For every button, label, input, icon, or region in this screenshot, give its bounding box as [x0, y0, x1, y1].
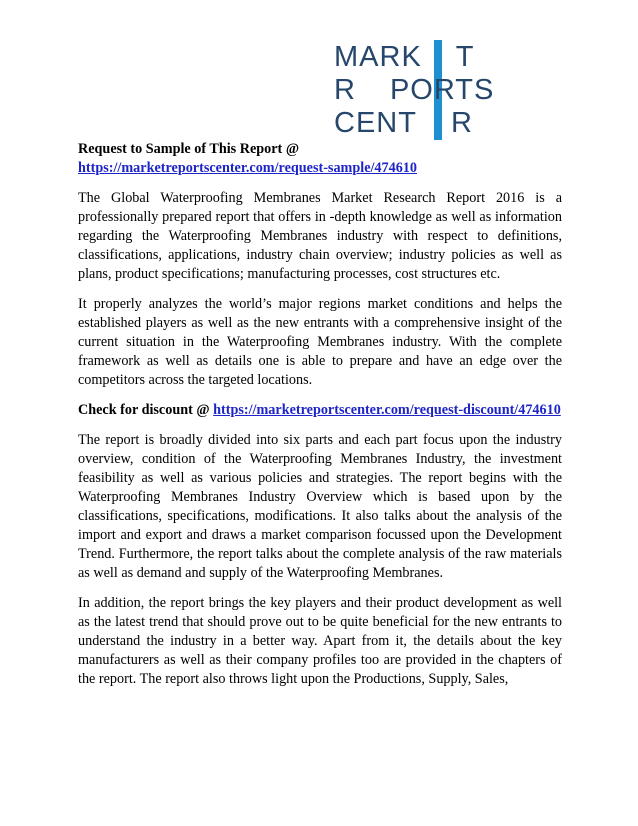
request-sample-label: Request to Sample of This Report @ — [78, 141, 300, 157]
logo-line-1: MARK T — [334, 41, 475, 73]
analysis-paragraph: It properly analyzes the world’s major regions market conditions and helps the established players as well as the new entrants with a comprehensive insight of the current situation in the Waterproofing Membranes industry. With the complete framework as well as details one is able to prepare and have an edge over the competitors across the targeted locations. — [78, 296, 562, 388]
request-sample-link[interactable]: https://marketreportscenter.com/request-sample/474610 — [78, 160, 417, 176]
structure-paragraph: The report is broadly divided into six parts and each part focus upon the industry overview, condition of the Waterproofing Membranes Industry, the investment feasibility as well as various policies and strategies. The report begins with the Waterproofing Membranes Industry Overview which is based upon by the classifications, specifications, modifications. It also talks about the analysis of the import and export and draws a market comparison focussed upon the Development Trend. Furthermore, the report talks about the complete analysis of the raw materials as well as demand and supply of the Waterproofing Membranes. — [78, 432, 562, 581]
discount-line — [78, 401, 562, 420]
logo-line-3: CENT R — [334, 107, 473, 139]
intro-paragraph: The Global Waterproofing Membranes Market Research Report 2016 is a professionally prepared report that offers in -depth knowledge as well as information regarding the Waterproofing Membranes industry with respect to definitions, classifications, applications, industry chain overview; industry policies as well as plans, product specifications; manufacturing processes, cost structures etc. — [78, 190, 562, 282]
discount-link[interactable]: https://marketreportscenter.com/request-discount/474610 — [213, 402, 561, 418]
market-reports-center-logo — [334, 26, 564, 139]
logo-line-2: R PORTS — [334, 74, 495, 106]
key-players-paragraph: In addition, the report brings the key players and their product development as well as the latest trend that should prove out to be quite beneficial for the new entrants to understand the industry in a better way. Apart from it, the details about the key manufacturers as well as their company profiles too are provided in the chapters of the report. The report also throws light upon the Productions, Supply, Sales, — [78, 595, 562, 687]
discount-label: Check for discount @ — [78, 402, 210, 418]
request-sample-link-line — [78, 159, 562, 178]
document-body — [78, 140, 562, 700]
